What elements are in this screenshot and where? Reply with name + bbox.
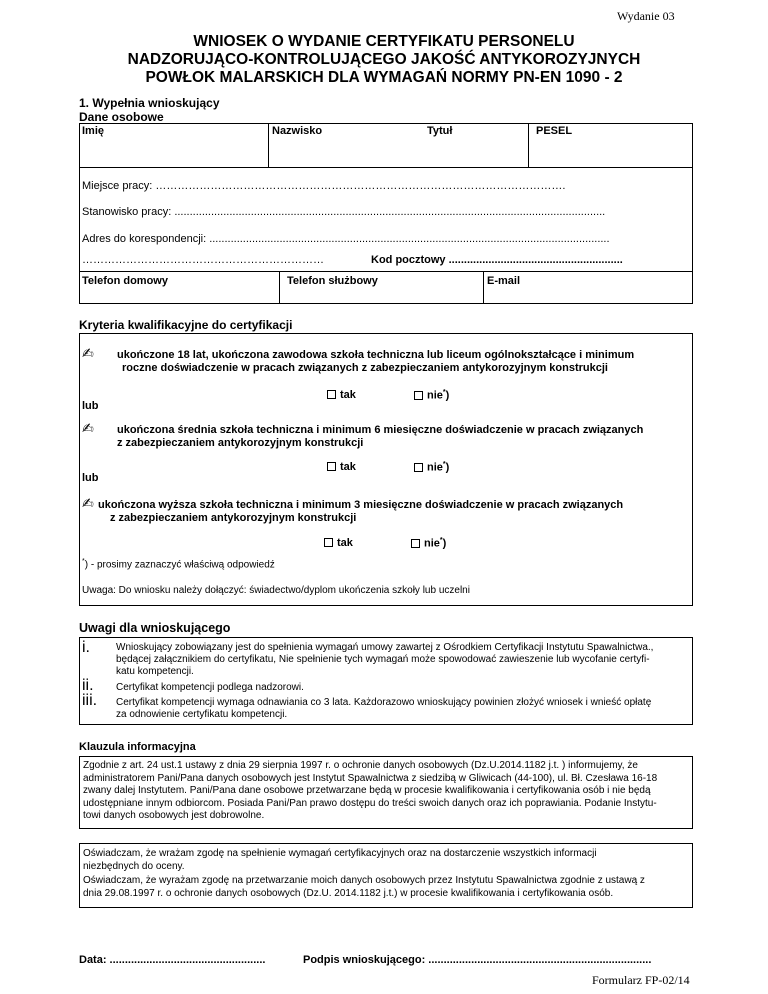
remark-3-line-2: za odnowienie certyfikatu kompetencji. xyxy=(116,709,288,720)
criterion-2-line-1: ukończona średnia szkoła techniczna i minimum 6 miesięczne doświadczenie w pracach związanych xyxy=(117,424,644,436)
form-code: Formularz FP-02/14 xyxy=(592,973,690,987)
remark-1-line-1: Wnioskujący zobowiązany jest do spełnienia wymagań umowy zawartej z Ośrodkiem Certyfikacji Instytutu Spawalnictwa., xyxy=(116,642,654,653)
divider xyxy=(268,123,269,167)
or-label: lub xyxy=(82,400,99,412)
address-line-2-field[interactable]: ………………………………………………………… xyxy=(82,254,324,266)
remark-3-line-1: Certyfikat kompetencji wymaga odnawiania co 3 lata. Każdorazowo wnioskujący powinien złożyć wniosek i wnieść opłatę xyxy=(116,697,652,708)
clause-line: udostępniane innym odbiorcom. Posiada Pani/Pan prawo dostępu do treści swoich danych oraz ich poprawiania. Podanie Instytu- xyxy=(83,797,657,809)
criterion-2-yes-checkbox[interactable] xyxy=(327,461,356,473)
criterion-1-no-checkbox[interactable] xyxy=(414,389,449,402)
section-heading: 1. Wypełnia wnioskujący xyxy=(79,96,220,110)
first-name-field[interactable]: Imię xyxy=(82,125,105,137)
checkbox-icon xyxy=(327,462,336,471)
remark-number: i. xyxy=(82,639,90,656)
no-label: nie xyxy=(427,389,443,402)
paren: ) xyxy=(442,537,447,550)
yes-label: tak xyxy=(337,537,353,549)
consent-line: Oświadczam, że wyrażam zgodę na przetwarzanie moich danych osobowych przez Instytutu Spawalnictwa zgodnie z ustawą z xyxy=(83,875,645,886)
consent-line: dnia 29.08.1997 r. o ochronie danych osobowych (Dz.U. 2014.1182 j.t.) w procesie kwalifikowania i certyfikowania osób. xyxy=(83,887,614,899)
footnote-mark: * xyxy=(82,558,85,565)
criterion-1-line-2: roczne doświadczenie w pracach związanych z zabezpieczaniem antykorozyjnym konstrukcji xyxy=(122,362,608,374)
divider xyxy=(528,123,529,167)
criterion-3-line-1: ukończona wyższa szkoła techniczna i minimum 3 miesięczne doświadczenie w pracach związanych xyxy=(98,499,624,511)
clause-heading: Klauzula informacyjna xyxy=(79,741,196,753)
yes-label: tak xyxy=(340,461,356,473)
clause-text xyxy=(83,760,689,823)
footnote-label: ) - prosimy zaznaczyć właściwą odpowiedź xyxy=(84,559,275,571)
remark-number: iii. xyxy=(82,692,98,709)
title-line-3: POWŁOK MALARSKICH DLA WYMAGAŃ NORMY PN-EN 1090 - 2 xyxy=(145,69,623,86)
postal-code-field[interactable]: Kod pocztowy ......................................................... xyxy=(371,254,623,266)
clause-line: administratorem Pani/Pana danych osobowych jest Instytut Spawalnictwa z siedzibą w Gliwicach (44-100), ul. Bł. Czesława 16-18 xyxy=(83,772,658,784)
checkbox-icon xyxy=(324,538,333,547)
consent-line: niezbędnych do oceny. xyxy=(83,860,185,872)
pen-icon: ✍ xyxy=(82,421,94,437)
edition-label: Wydanie 03 xyxy=(617,9,675,23)
criteria-heading: Kryteria kwalifikacyjne do certyfikacji xyxy=(79,318,293,332)
footnote-mark: * xyxy=(439,537,443,544)
pen-icon: ✍ xyxy=(82,346,94,362)
criterion-3-no-checkbox[interactable] xyxy=(411,537,446,550)
last-name-field[interactable]: Nazwisko xyxy=(272,125,323,137)
home-phone-field[interactable]: Telefon domowy xyxy=(82,275,168,287)
criterion-1-yes-checkbox[interactable] xyxy=(327,389,356,401)
consent-paragraph-1 xyxy=(83,848,597,873)
checkbox-icon xyxy=(411,539,420,548)
title-field[interactable]: Tytuł xyxy=(427,125,453,137)
address-field[interactable]: Adres do korespondencji: ................................................................................................................................... xyxy=(82,233,610,245)
criterion-1-line-1: ukończone 18 lat, ukończona zawodowa szkoła techniczna lub liceum ogólnokształcące i minimum xyxy=(117,349,635,361)
title-line-1: WNIOSEK O WYDANIE CERTYFIKATU PERSONELU xyxy=(193,33,575,50)
consent-paragraph-2 xyxy=(83,875,645,900)
criterion-3-line-2: z zabezpieczaniem antykorozyjnym konstrukcji xyxy=(110,512,357,524)
email-field[interactable]: E-mail xyxy=(487,275,521,287)
criterion-3-yes-checkbox[interactable] xyxy=(324,537,353,549)
remark-1-line-2: będącej załącznikiem do certyfikatu, Nie spełnienie tych wymagań może spowodować zawieszenie lub wycofanie certyfi- xyxy=(116,654,650,665)
document-title xyxy=(0,33,768,87)
checkbox-icon xyxy=(327,390,336,399)
footnote-mark: * xyxy=(442,461,446,468)
pen-icon: ✍ xyxy=(82,496,94,512)
paren: ) xyxy=(445,389,450,402)
clause-line: towi danych osobowych jest dobrowolne. xyxy=(83,810,265,822)
consent-line: Oświadczam, że wrażam zgodę na spełnienie wymagań certyfikacyjnych oraz na dostarczenie wszystkich informacji xyxy=(83,848,597,859)
personal-data-heading: Dane osobowe xyxy=(79,110,164,124)
footnote-text xyxy=(82,558,275,570)
remark-1-line-3: katu kompetencji. xyxy=(116,666,194,677)
remark-3 xyxy=(116,697,651,721)
work-phone-field[interactable]: Telefon służbowy xyxy=(287,275,378,287)
no-label: nie xyxy=(427,461,443,474)
remark-1 xyxy=(116,642,653,678)
divider xyxy=(279,271,280,304)
remarks-heading: Uwagi dla wnioskującego xyxy=(79,621,231,635)
remark-2: Certyfikat kompetencji podlega nadzorowi. xyxy=(116,682,304,693)
criterion-2-line-2: z zabezpieczaniem antykorozyjnym konstrukcji xyxy=(117,437,364,449)
remark-number: ii. xyxy=(82,677,94,694)
title-line-2: NADZORUJĄCO-KONTROLUJĄCEGO JAKOŚĆ ANTYKOROZYJNYCH xyxy=(127,51,641,68)
signature-field[interactable]: Podpis wnioskującego: ......................................................................... xyxy=(303,954,652,966)
workplace-field[interactable]: Miejsce pracy: …………………………………………………………………………………………………. xyxy=(82,180,566,192)
clause-line: Zgodnie z art. 24 ust.1 ustawy z dnia 29 sierpnia 1997 r. o ochronie danych osobowych (Dz.U.2014.1182 j.t. ) informujemy, że xyxy=(83,760,638,771)
checkbox-icon xyxy=(414,463,423,472)
divider xyxy=(79,271,693,272)
no-label: nie xyxy=(424,537,440,550)
position-field[interactable]: Stanowisko pracy: ............................................................................................................................................. xyxy=(82,206,606,218)
attachment-note: Uwaga: Do wniosku należy dołączyć: świadectwo/dyplom ukończenia szkoły lub uczelni xyxy=(82,585,470,596)
divider xyxy=(79,167,693,168)
date-field[interactable]: Data: ................................................... xyxy=(79,954,266,966)
divider xyxy=(483,271,484,304)
pesel-field[interactable]: PESEL xyxy=(536,125,573,137)
checkbox-icon xyxy=(414,391,423,400)
or-label: lub xyxy=(82,472,99,484)
footnote-mark: * xyxy=(442,389,446,396)
clause-line: zwany dalej Instytutem. Pani/Pana dane osobowe przetwarzane będą w procesie kwalifikowania i certyfikowania osób i nie będą xyxy=(83,785,651,797)
criterion-2-no-checkbox[interactable] xyxy=(414,461,449,474)
paren: ) xyxy=(445,461,450,474)
yes-label: tak xyxy=(340,389,356,401)
